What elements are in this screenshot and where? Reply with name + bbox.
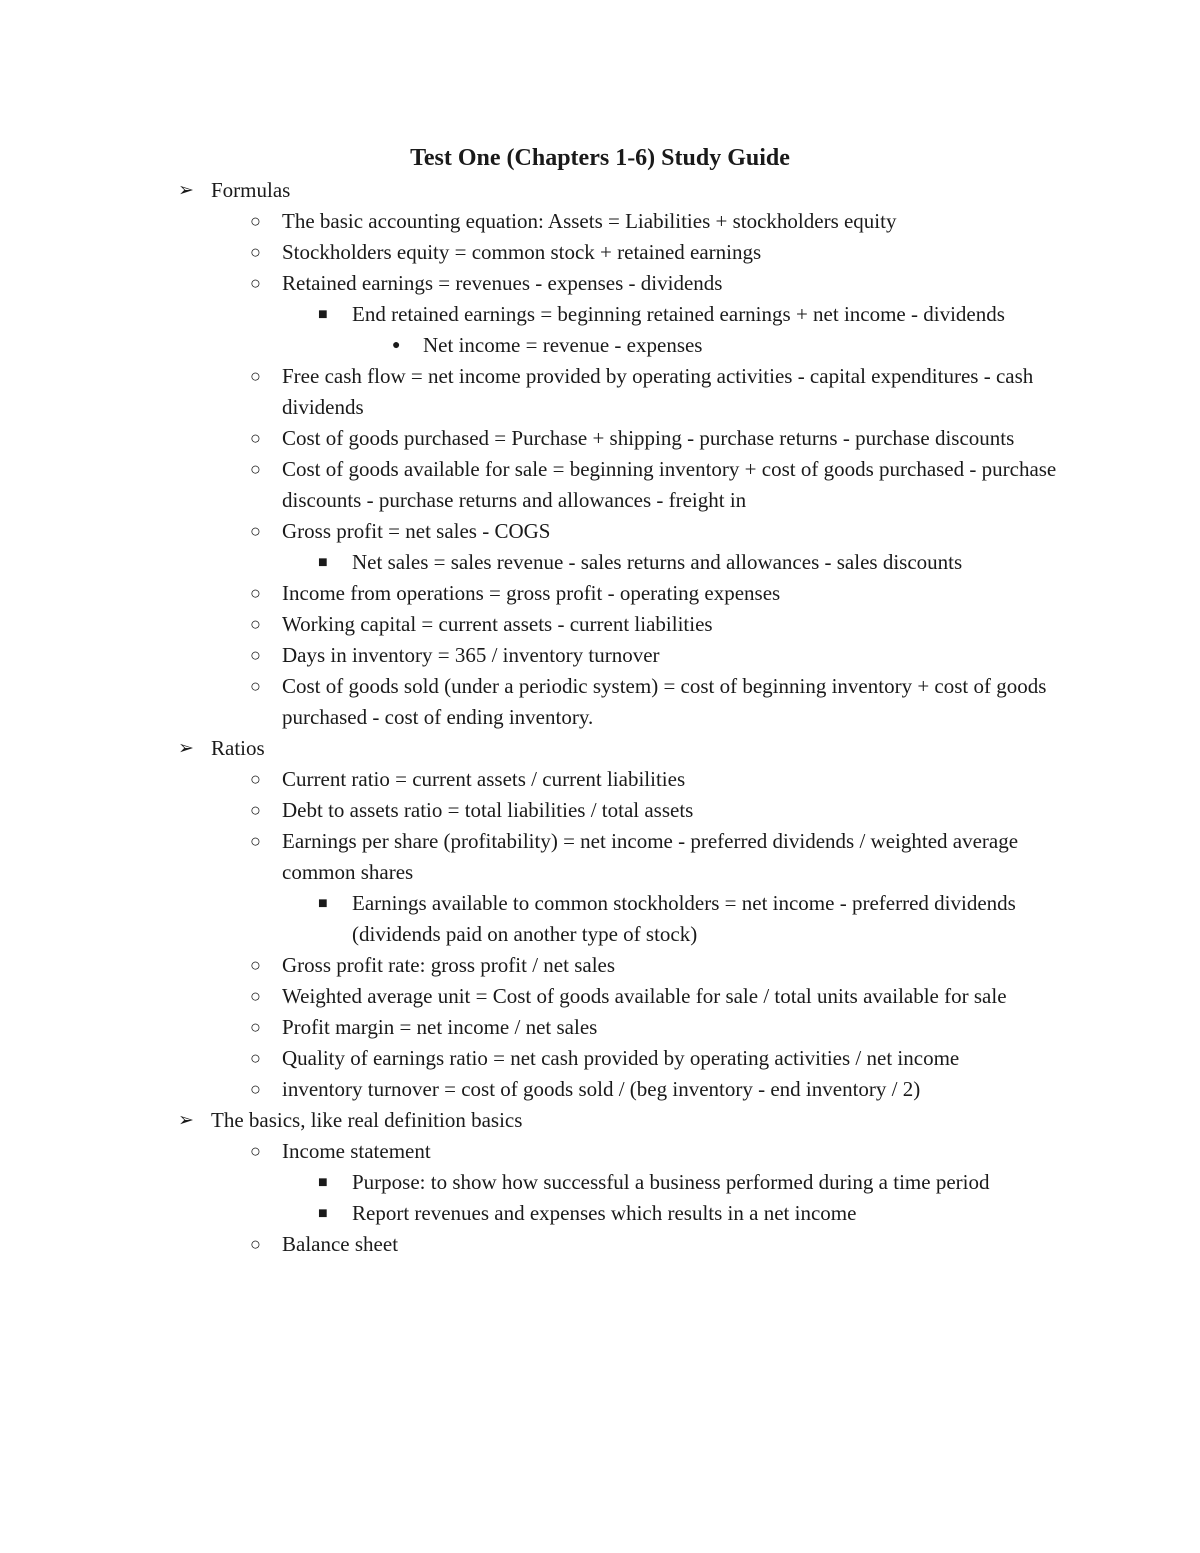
bullet-level2-icon: ○ [250,273,261,293]
outline-item-level-2 [0,950,1062,981]
outline-item-text: Income from operations = gross profit - operating expenses [282,581,781,605]
outline-item-text: Quality of earnings ratio = net cash provided by operating activities / net income [282,1046,960,1070]
outline-item-text: Cost of goods sold (under a periodic system) = cost of beginning inventory + cost of goods purchased - cost of ending inventory. [282,674,1047,729]
outline-item-text: inventory turnover = cost of goods sold / (beg inventory - end inventory / 2) [282,1077,921,1101]
outline-item-level-2 [0,1074,1062,1105]
outline-item-level-1 [0,1105,1061,1136]
outline-item-text: Net sales = sales revenue - sales returns and allowances - sales discounts [352,550,963,574]
outline-item-level-2 [0,206,1062,237]
bullet-level2-icon: ○ [250,583,261,603]
bullet-level3-icon: ■ [318,1205,328,1222]
bullet-level2-icon: ○ [250,1048,261,1068]
outline-item-level-2 [0,454,1062,516]
bullet-level3-icon: ■ [318,306,328,323]
outline-item-level-2 [0,1136,1062,1167]
bullet-level3-icon: ■ [318,1174,328,1191]
outline-item-level-2 [0,981,1062,1012]
outline-item-level-3 [0,299,1042,330]
outline-item-text: Days in inventory = 365 / inventory turnover [282,643,660,667]
outline-item-text: Cost of goods available for sale = beginning inventory + cost of goods purchased - purchase discounts - purchase returns and allowances - freight in [282,457,1057,512]
bullet-level3-icon: ■ [318,895,328,912]
study-guide-outline [0,175,1200,1260]
outline-item-level-2 [0,423,1062,454]
outline-item-level-2 [0,268,1062,299]
bullet-level4-icon: ● [392,338,401,353]
outline-item-level-2 [0,578,1062,609]
outline-item-level-2 [0,671,1062,733]
bullet-level2-icon: ○ [250,955,261,975]
outline-item-level-2 [0,237,1062,268]
bullet-level2-icon: ○ [250,986,261,1006]
outline-item-level-2 [0,640,1062,671]
outline-item-text: Earnings available to common stockholders = net income - preferred dividends (dividends paid on another type of stock) [352,891,1016,946]
outline-item-text: Net income = revenue - expenses [423,333,703,357]
outline-item-level-2 [0,795,1062,826]
document-title: Test One (Chapters 1-6) Study Guide [410,145,790,171]
outline-item-text: Balance sheet [282,1232,399,1256]
outline-item-text: Free cash flow = net income provided by operating activities - capital expenditures - cash dividends [282,364,1034,419]
outline-item-text: Cost of goods purchased = Purchase + shipping - purchase returns - purchase discounts [282,426,1015,450]
bullet-level2-icon: ○ [250,831,261,851]
bullet-level2-icon: ○ [250,1141,261,1161]
outline-item-level-1 [0,175,1061,206]
outline-item-level-2 [0,764,1062,795]
bullet-level2-icon: ○ [250,366,261,386]
bullet-level2-icon: ○ [250,676,261,696]
bullet-level2-icon: ○ [250,769,261,789]
outline-item-level-2 [0,609,1062,640]
outline-item-text: Current ratio = current assets / current liabilities [282,767,686,791]
outline-item-level-2 [0,1043,1062,1074]
outline-item-text: Earnings per share (profitability) = net income - preferred dividends / weighted average common shares [282,829,1019,884]
outline-item-text: Retained earnings = revenues - expenses - dividends [282,271,723,295]
outline-item-level-2 [0,516,1062,547]
outline-item-text: Formulas [211,178,291,202]
bullet-level2-icon: ○ [250,521,261,541]
outline-item-text: Profit margin = net income / net sales [282,1015,598,1039]
outline-item-level-3 [0,1167,1042,1198]
bullet-level2-icon: ○ [250,1017,261,1037]
outline-item-level-4 [0,330,1043,361]
outline-item-level-3 [0,547,1042,578]
bullet-level2-icon: ○ [250,428,261,448]
bullet-level2-icon: ○ [250,614,261,634]
outline-item-level-2 [0,1229,1062,1260]
bullet-level2-icon: ○ [250,1234,261,1254]
outline-item-text: End retained earnings = beginning retained earnings + net income - dividends [352,302,1005,326]
bullet-level1-icon: ➢ [178,180,194,201]
outline-item-text: Ratios [211,736,265,760]
outline-item-text: Stockholders equity = common stock + retained earnings [282,240,762,264]
outline-item-text: Gross profit rate: gross profit / net sales [282,953,616,977]
bullet-level2-icon: ○ [250,242,261,262]
outline-item-text: The basic accounting equation: Assets = Liabilities + stockholders equity [282,209,897,233]
bullet-level3-icon: ■ [318,554,328,571]
bullet-level2-icon: ○ [250,459,261,479]
outline-item-level-1 [0,733,1061,764]
outline-item-level-2 [0,826,1062,888]
bullet-level1-icon: ➢ [178,738,194,759]
outline-item-text: Gross profit = net sales - COGS [282,519,551,543]
outline-item-text: Debt to assets ratio = total liabilities / total assets [282,798,694,822]
outline-item-text: Weighted average unit = Cost of goods available for sale / total units available for sale [282,984,1007,1008]
bullet-level2-icon: ○ [250,1079,261,1099]
bullet-level2-icon: ○ [250,645,261,665]
outline-item-level-3 [0,888,1042,950]
outline-item-text: Report revenues and expenses which results in a net income [352,1201,857,1225]
outline-item-text: The basics, like real definition basics [211,1108,523,1132]
outline-item-level-3 [0,1198,1042,1229]
outline-item-text: Purpose: to show how successful a business performed during a time period [352,1170,990,1194]
outline-item-level-2 [0,1012,1062,1043]
bullet-level1-icon: ➢ [178,1110,194,1131]
bullet-level2-icon: ○ [250,211,261,231]
outline-item-text: Working capital = current assets - current liabilities [282,612,713,636]
bullet-level2-icon: ○ [250,800,261,820]
outline-item-text: Income statement [282,1139,431,1163]
outline-item-level-2 [0,361,1062,423]
